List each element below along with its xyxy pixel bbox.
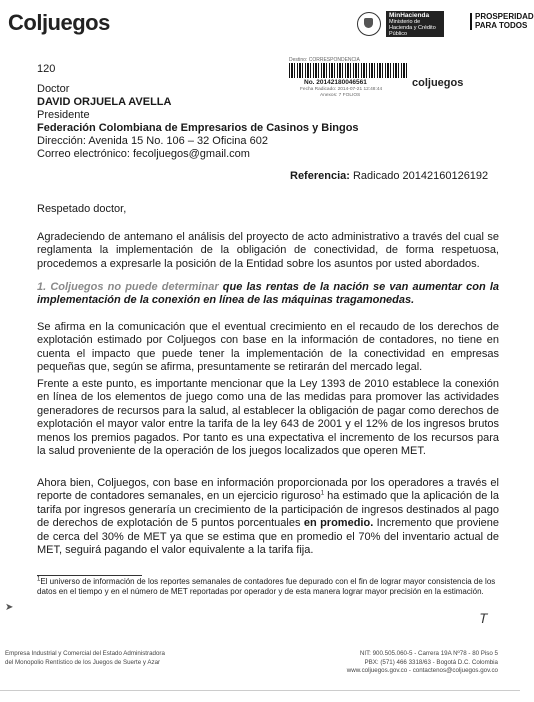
footnote-text: El universo de información de los reportes semanales de contadores fue depurado con el fin de lograr mayor consistencia de los datos en el tiempo y en el número de MET reportadas por operador y de esta manera lograr mayor precisión en la estimación. bbox=[37, 577, 496, 596]
handwritten-initial-icon: 𝑇 bbox=[480, 611, 489, 626]
paragraph-4-part-a: Ahora bien, Coljuegos, con base en información proporcionada por los operadores a través el reporte de contadores semanales, en un ejercicio riguroso bbox=[37, 477, 499, 503]
paragraph-1: Agradeciendo de antemano el análisis del proyecto de acto administrativo a través del cual se reglamenta la implementación de la obligación de conectividad, de forma respetuosa, procedemos a expresarle la posición de la Entidad sobre los asuntos por usted abordados. bbox=[37, 231, 499, 270]
paragraph-4-part-b: ha estimado que la aplicación de la tarifa por ingresos generaría un crecimiento de la participación de ingresos destinados al pago de derechos de explotación de 5 puntos porcentuales bbox=[37, 490, 499, 530]
footer-phone: PBX: (571) 466 3318/63 - Bogotá D.C. Colombia bbox=[364, 658, 498, 666]
prosperidad-line1: PROSPERIDAD bbox=[475, 12, 534, 21]
footer-right bbox=[290, 650, 498, 676]
reference-label: Referencia: bbox=[290, 170, 350, 182]
section-heading bbox=[37, 281, 499, 308]
section-heading-rest: que las rentas de la nación se van aumentar con la implementación de la conexión en línea de las máquinas tragamonedas. bbox=[37, 281, 499, 307]
paragraph-4-emphasis: en promedio. bbox=[303, 517, 374, 530]
minhacienda-subtitle: Ministerio de Hacienda y Crédito Público bbox=[389, 19, 436, 37]
footer-address: NIT: 900.505.060-5 - Carrera 19A Nº78 - 80 Piso 5 bbox=[359, 650, 498, 657]
paragraph-4 bbox=[37, 477, 499, 557]
footnote-divider bbox=[37, 575, 142, 576]
footer-left-line1: Empresa Industrial y Comercial del Estado Administradora bbox=[5, 650, 165, 657]
footnote-marker: 1 bbox=[320, 490, 325, 497]
coljuegos-logo: Coljuegos bbox=[8, 10, 110, 35]
recipient-organization: Federación Colombiana de Empresarios de Casinos y Bingos bbox=[37, 122, 359, 134]
national-seal-icon bbox=[357, 12, 381, 36]
stamp-logo: coljuegos bbox=[412, 77, 464, 89]
prosperidad-logo bbox=[470, 13, 534, 30]
footer-divider bbox=[0, 690, 520, 691]
paragraph-4-part-c: Incremento que proviene de cerca del 30% de MET ya que se estima que en promedio el 70% del inventario actual de MET, seguirá pagando el valor equivalente a la tarifa fija. bbox=[37, 517, 500, 557]
stamp-annexes: Anexos: 7 FOLIOS bbox=[320, 93, 361, 98]
footnote-number: 1 bbox=[37, 576, 41, 583]
paragraph-2: Se afirma en la comunicación que el eventual crecimiento en el recaudo de los derechos de explotación estimado por Coljuegos con base en la información de contadores, no tiene en cuenta el impacto que puede tener la implementación de la conectividad en empresas pequeñas que, según se afirma, presuntamente se retirarán del mercado legal. bbox=[37, 321, 499, 374]
recipient-name: DAVID ORJUELA AVELLA bbox=[37, 96, 172, 108]
footnote bbox=[37, 577, 499, 597]
recipient-title: Doctor bbox=[37, 83, 70, 95]
recipient-email: Correo electrónico: fecoljuegos@gmail.com bbox=[37, 148, 250, 160]
greeting: Respetado doctor, bbox=[37, 203, 127, 215]
stamp-number: No. 20142180046561 bbox=[304, 79, 367, 86]
prosperidad-line2: PARA TODOS bbox=[475, 20, 528, 30]
minhacienda-title: MinHacienda bbox=[389, 12, 430, 19]
section-heading-start: 1. Coljuegos no puede determinar bbox=[37, 281, 219, 293]
stamp-date: Fecha Radicado: 2014-07-21 12:48:44 bbox=[300, 87, 383, 92]
letter-code: 120 bbox=[37, 63, 56, 75]
reference-value: Radicado 20142160126192 bbox=[352, 170, 489, 182]
footer-left bbox=[5, 650, 235, 667]
minhacienda-logo bbox=[386, 11, 444, 37]
barcode-icon bbox=[289, 63, 407, 78]
footer-web: www.coljuegos.gov.co - contactenos@coljuegos.gov.co bbox=[346, 667, 498, 674]
footer-left-line2: del Monopolio Rentístico de los Juegos de Suerte y Azar bbox=[5, 658, 161, 666]
page-arrow-icon: ➤ bbox=[5, 602, 14, 613]
paragraph-3: Frente a este punto, es importante mencionar que la Ley 1393 de 2010 establece la conexión en línea de los elementos de juego como una de las medidas para promover las actividades generadores de recursos para la salud, al establecer la obligación de pagar como derechos de explotación el mayor valor entre la tarifa de la ley 643 de 2001 y el 12% de los ingresos brutos menos los premios pagados. Por tanto es una expectativa el incremento de los recursos para la salud proveniente de la operación de los juegos localizados que operen MET. bbox=[37, 378, 499, 458]
stamp-destination: Destino: CORRESPONDENCIA bbox=[289, 57, 360, 63]
recipient-position: Presidente bbox=[37, 109, 90, 121]
reference-line bbox=[290, 170, 488, 182]
recipient-address: Dirección: Avenida 15 No. 106 – 32 Oficina 602 bbox=[37, 135, 268, 147]
